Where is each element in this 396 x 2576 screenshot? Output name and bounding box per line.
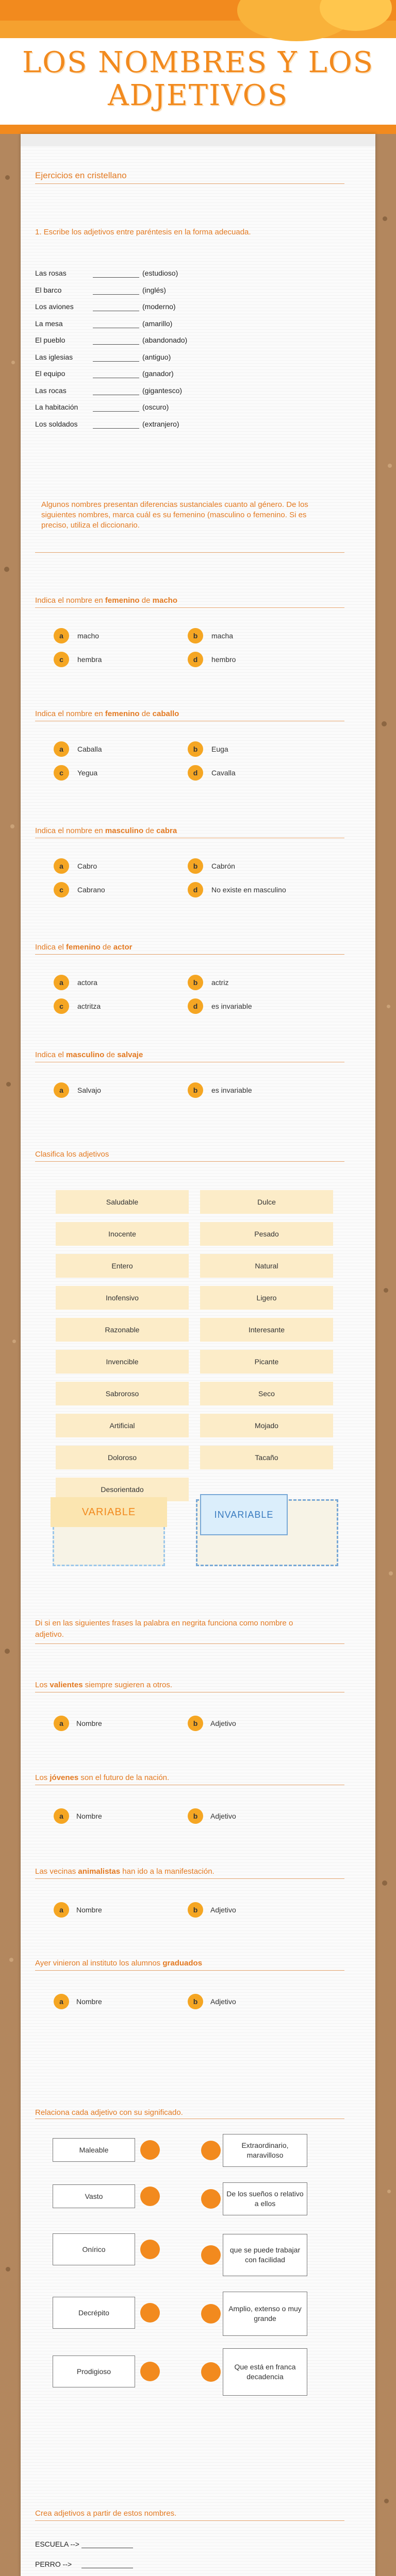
- sentence-prompt: [35, 1958, 344, 1969]
- draggable-adjective[interactable]: Natural: [200, 1254, 333, 1278]
- fill-row: [35, 386, 344, 400]
- match-connector-right[interactable]: [201, 2304, 221, 2324]
- option-letter: d: [188, 998, 203, 1014]
- match-connector-right[interactable]: [201, 2189, 221, 2209]
- match-definition: Extraordinario, maravilloso: [223, 2134, 307, 2167]
- option-text: Nombre: [76, 1812, 102, 1820]
- draggable-adjective[interactable]: Desorientado: [56, 1478, 189, 1501]
- prompt-underline: [35, 607, 344, 608]
- page-title: LOS NOMBRES Y LOS ADJETIVOS: [22, 46, 374, 112]
- answer-option[interactable]: [52, 739, 175, 759]
- option-text: Cabro: [77, 862, 97, 870]
- sheet-top-stripe: [21, 134, 375, 146]
- sentence-text: Las vecinas: [35, 1867, 78, 1876]
- sentence-text: siempre sugieren a otros.: [82, 1681, 172, 1689]
- prompt-word: actor: [113, 943, 133, 952]
- option-text: No existe en masculino: [211, 886, 286, 894]
- adjective-hint: (inglés): [142, 285, 166, 294]
- fill-prompt: ESCUELA -->: [35, 2540, 79, 2548]
- option-letter: d: [188, 882, 203, 897]
- adjective-hint: (moderno): [142, 302, 176, 311]
- answer-option[interactable]: [186, 973, 309, 992]
- option-text: actora: [77, 978, 97, 987]
- option-letter: b: [188, 1808, 203, 1824]
- fill-prompt: PERRO -->: [35, 2560, 72, 2568]
- option-text: macho: [77, 632, 100, 640]
- prompt-text: Indica el nombre en: [35, 826, 105, 835]
- option-text: Nombre: [76, 1997, 102, 2006]
- option-text: Cabrón: [211, 862, 235, 870]
- match-term: Decrépito: [53, 2297, 135, 2329]
- sentence-bold-word: jóvenes: [50, 1773, 79, 1782]
- sentence-text: Los: [35, 1773, 50, 1782]
- fill-row: [35, 403, 344, 416]
- adjective-hint: (amarillo): [142, 319, 173, 328]
- option-text: Adjetivo: [210, 1812, 236, 1820]
- answer-option[interactable]: [186, 739, 309, 759]
- option-text: hembro: [211, 655, 236, 664]
- adjective-hint: (ganador): [142, 369, 174, 378]
- answer-option[interactable]: [52, 1080, 175, 1100]
- match-term: Vasto: [53, 2184, 135, 2208]
- match-connector-right[interactable]: [201, 2245, 221, 2265]
- draggable-adjective[interactable]: Pesado: [200, 1222, 333, 1246]
- option-letter: a: [54, 1994, 69, 2009]
- match-definition: que se puede trabajar con facilidad: [223, 2234, 307, 2276]
- prompt-text: de: [143, 826, 157, 835]
- option-letter: b: [188, 858, 203, 874]
- draggable-adjective[interactable]: Entero: [56, 1254, 189, 1278]
- classify-title: Clasifica los adjetivos: [35, 1150, 109, 1159]
- draggable-adjective[interactable]: Picante: [200, 1350, 333, 1374]
- worksheet: [21, 134, 375, 2576]
- option-letter: d: [188, 652, 203, 667]
- section-heading: Ejercicios en cristellano: [35, 171, 127, 180]
- option-text: Cavalla: [211, 769, 236, 777]
- match-term: Onírico: [53, 2233, 135, 2265]
- variable-label: VARIABLE: [81, 1506, 136, 1518]
- draggable-adjective[interactable]: Ligero: [200, 1286, 333, 1310]
- prompt-text: de: [139, 709, 153, 718]
- draggable-adjective[interactable]: Mojado: [200, 1414, 333, 1437]
- fill-row: [35, 353, 344, 366]
- sentence-bold-word: graduados: [162, 1959, 203, 1968]
- fill-row: [35, 269, 344, 282]
- sentence-text: son el futuro de la nación.: [78, 1773, 170, 1782]
- answer-option[interactable]: [52, 650, 175, 669]
- option-letter: b: [188, 1716, 203, 1731]
- fill-row: [35, 286, 344, 299]
- noun-label: Las iglesias: [35, 352, 73, 361]
- question-prompt: [35, 595, 177, 606]
- draggable-adjective[interactable]: Doloroso: [56, 1446, 189, 1469]
- option-text: actriz: [211, 978, 229, 987]
- option-text: es invariable: [211, 1002, 252, 1010]
- adjective-hint: (abandonado): [142, 336, 188, 344]
- match-title: Relaciona cada adjetivo con su significado.: [35, 2108, 183, 2117]
- exercise-title: 1. Escribe los adjetivos entre paréntesis en la forma adecuada.: [35, 228, 251, 236]
- option-letter: c: [54, 998, 69, 1014]
- option-letter: c: [54, 882, 69, 897]
- prompt-text: Indica el: [35, 943, 67, 952]
- answer-option[interactable]: [52, 626, 175, 646]
- option-text: Adjetivo: [210, 1997, 236, 2006]
- match-connector-left[interactable]: [140, 2187, 160, 2206]
- intro-underline: [35, 1643, 344, 1644]
- answer-option[interactable]: [52, 856, 175, 876]
- option-text: Adjetivo: [210, 1719, 236, 1727]
- option-letter: a: [54, 858, 69, 874]
- prompt-emphasis: femenino: [105, 596, 140, 605]
- match-term: Prodigioso: [53, 2355, 135, 2387]
- noun-label: El barco: [35, 285, 62, 294]
- answer-blank[interactable]: [93, 344, 139, 345]
- fill-row: [35, 420, 344, 433]
- draggable-adjective[interactable]: Inocente: [56, 1222, 189, 1246]
- answer-blank[interactable]: [93, 277, 139, 278]
- gender-note: Algunos nombres presentan diferencias sustanciales cuanto al género. De los siguientes nombres, marca cuál es su femenino (masculino o femenino. Si es preciso, utiliza el diccionario.: [41, 500, 308, 530]
- draggable-adjective[interactable]: Invencible: [56, 1350, 189, 1374]
- match-definition: Amplio, extenso o muy grande: [223, 2292, 307, 2336]
- answer-blank[interactable]: [93, 294, 139, 295]
- sentence-text: han ido a la manifestación.: [120, 1867, 214, 1876]
- option-letter: b: [188, 1994, 203, 2009]
- sentence-prompt: [35, 1866, 344, 1877]
- prompt-text: de: [104, 1050, 118, 1059]
- sentence-prompt: [35, 1772, 344, 1784]
- prompt-emphasis: femenino: [105, 709, 140, 718]
- option-letter: a: [54, 1716, 69, 1731]
- option-text: hembra: [77, 655, 102, 664]
- prompt-underline: [35, 954, 344, 955]
- prompt-word: macho: [152, 596, 177, 605]
- prompt-word: salvaje: [117, 1050, 143, 1059]
- noun-label: La habitación: [35, 403, 78, 411]
- option-letter: b: [188, 1902, 203, 1918]
- classify-underline: [35, 1161, 344, 1162]
- option-text: Adjetivo: [210, 1906, 236, 1914]
- option-text: Nombre: [76, 1719, 102, 1727]
- prompt-text: Indica el nombre en: [35, 596, 105, 605]
- answer-blank[interactable]: [93, 361, 139, 362]
- noun-label: El equipo: [35, 369, 65, 378]
- question-prompt: [35, 1049, 143, 1061]
- question-prompt: [35, 708, 179, 720]
- match-connector-left[interactable]: [140, 2240, 160, 2259]
- answer-option[interactable]: [52, 973, 175, 992]
- fill-row: [35, 336, 344, 349]
- sentence-text: Los: [35, 1681, 50, 1689]
- adjective-hint: (extranjero): [142, 419, 179, 428]
- option-text: Nombre: [76, 1906, 102, 1914]
- option-letter: c: [54, 765, 69, 781]
- prompt-text: de: [100, 943, 113, 952]
- prompt-text: Indica el: [35, 1050, 67, 1059]
- option-text: es invariable: [211, 1086, 252, 1094]
- sentence-prompt: [35, 1680, 344, 1691]
- noun-label: Las rosas: [35, 269, 67, 277]
- fill1-underline: [35, 2520, 344, 2521]
- sentence-underline: [35, 1970, 344, 1971]
- answer-option[interactable]: [52, 763, 175, 783]
- adjective-hint: (gigantesco): [142, 386, 183, 395]
- option-letter: a: [54, 1902, 69, 1918]
- answer-option[interactable]: [52, 996, 175, 1016]
- option-text: Caballa: [77, 745, 102, 753]
- noun-label: Los soldados: [35, 419, 78, 428]
- option-letter: a: [54, 741, 69, 757]
- answer-blank[interactable]: [93, 411, 139, 412]
- option-letter: b: [188, 628, 203, 643]
- noun-label: Las rocas: [35, 386, 67, 395]
- prompt-emphasis: femenino: [66, 943, 101, 952]
- match-connector-left[interactable]: [140, 2140, 160, 2160]
- fill-row: [35, 369, 344, 383]
- sentence-bold-word: valientes: [50, 1681, 83, 1689]
- draggable-adjective[interactable]: Inofensivo: [56, 1286, 189, 1310]
- prompt-word: caballo: [152, 709, 179, 718]
- sentence-bold-word: animalistas: [78, 1867, 121, 1876]
- draggable-adjective[interactable]: Sabroroso: [56, 1382, 189, 1405]
- adjective-hint: (antiguo): [142, 352, 171, 361]
- note-underline: [35, 552, 344, 553]
- noun-or-adjective-intro: Di si en las siguientes frases la palabra en negrita funciona como nombre o adjetivo.: [35, 1619, 293, 1639]
- header-bottom-bar: [0, 125, 396, 134]
- variable-banner: [51, 1497, 167, 1527]
- noun-label: El pueblo: [35, 336, 65, 344]
- answer-option[interactable]: [186, 650, 309, 669]
- option-letter: a: [54, 1082, 69, 1098]
- noun-label: La mesa: [35, 319, 63, 328]
- option-letter: b: [188, 1082, 203, 1098]
- option-text: actritza: [77, 1002, 101, 1010]
- answer-option[interactable]: [186, 856, 309, 876]
- noun-label: Los aviones: [35, 302, 74, 311]
- option-letter: d: [188, 765, 203, 781]
- header-banner: [0, 0, 396, 134]
- draggable-adjective[interactable]: Seco: [200, 1382, 333, 1405]
- question-prompt: [35, 825, 177, 837]
- match-definition: De los sueños o relativo a ellos: [223, 2182, 307, 2215]
- draggable-adjective[interactable]: Interesante: [200, 1318, 333, 1342]
- answer-option[interactable]: [186, 763, 309, 783]
- draggable-adjective[interactable]: Saludable: [56, 1190, 189, 1214]
- sentence-text: Ayer vinieron al instituto los alumnos: [35, 1959, 163, 1968]
- invariable-banner: [200, 1494, 288, 1535]
- draggable-adjective[interactable]: Tacaño: [200, 1446, 333, 1469]
- heading-underline: [35, 183, 344, 184]
- option-letter: a: [54, 975, 69, 990]
- match-connector-left[interactable]: [140, 2362, 160, 2381]
- option-letter: b: [188, 741, 203, 757]
- option-letter: a: [54, 628, 69, 643]
- invariable-label: INVARIABLE: [214, 1509, 274, 1520]
- option-letter: c: [54, 652, 69, 667]
- match-connector-left[interactable]: [140, 2303, 160, 2323]
- draggable-adjective[interactable]: Dulce: [200, 1190, 333, 1214]
- draggable-adjective[interactable]: Artificial: [56, 1414, 189, 1437]
- draggable-adjective[interactable]: Razonable: [56, 1318, 189, 1342]
- adjective-hint: (oscuro): [142, 403, 169, 411]
- match-definition: Que está en franca decadencia: [223, 2348, 307, 2396]
- prompt-emphasis: masculino: [105, 826, 144, 835]
- option-letter: a: [54, 1808, 69, 1824]
- fill1-title: Crea adjetivos a partir de estos nombres.: [35, 2509, 177, 2518]
- option-letter: b: [188, 975, 203, 990]
- answer-option[interactable]: [52, 880, 175, 900]
- answer-option[interactable]: [186, 626, 309, 646]
- question-prompt: [35, 942, 132, 953]
- prompt-text: de: [139, 596, 153, 605]
- option-text: macha: [211, 632, 234, 640]
- adjective-hint: (estudioso): [142, 269, 178, 277]
- fill-row: [35, 302, 344, 316]
- option-text: Euga: [211, 745, 228, 753]
- match-connector-right[interactable]: [201, 2362, 221, 2382]
- option-text: Salvajo: [77, 1086, 101, 1094]
- match-term: Maleable: [53, 2138, 135, 2162]
- prompt-word: cabra: [156, 826, 177, 835]
- prompt-text: Indica el nombre en: [35, 709, 105, 718]
- prompt-emphasis: masculino: [66, 1050, 105, 1059]
- fill-row: [35, 319, 344, 333]
- answer-blank[interactable]: [93, 428, 139, 429]
- option-text: Yegua: [77, 769, 98, 777]
- option-text: Cabrano: [77, 886, 105, 894]
- match-connector-right[interactable]: [201, 2141, 221, 2160]
- sentence-underline: [35, 1878, 344, 1879]
